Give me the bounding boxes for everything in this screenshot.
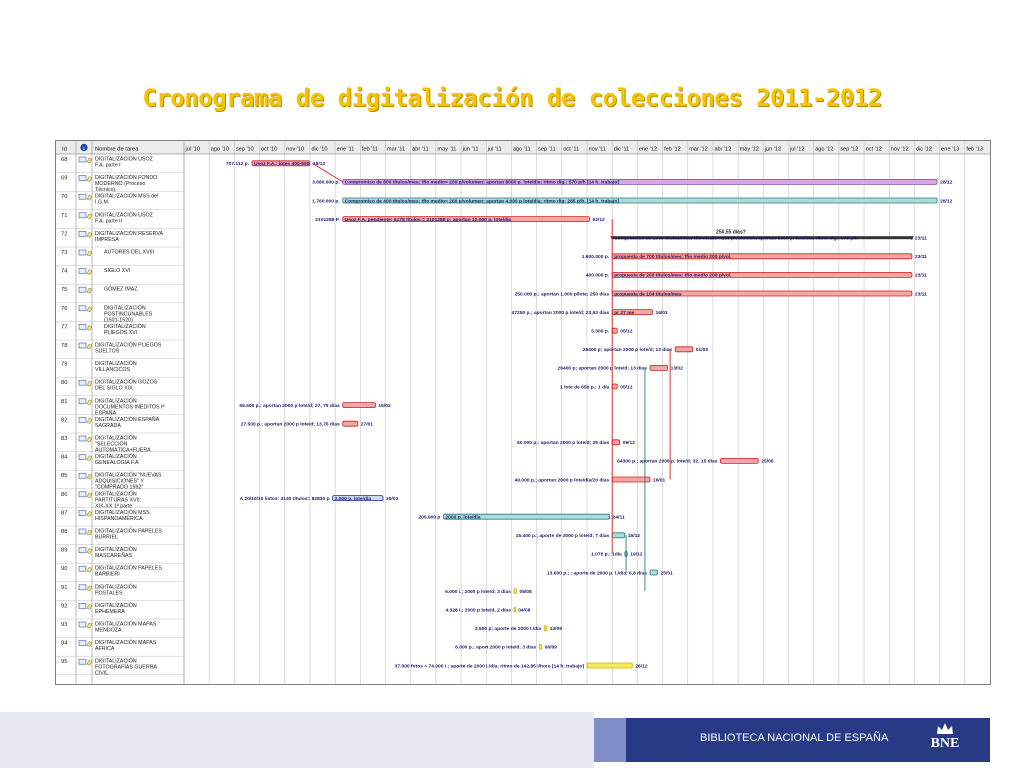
task-left-label: 250.000 p.; aportan 1.000 p/lote; 250 días <box>514 292 610 298</box>
task-left-label: 3.680.000 p. <box>312 180 340 186</box>
task-right-label: 16/12 <box>627 534 641 540</box>
pencil-icon <box>87 660 92 665</box>
pencil-icon <box>87 474 92 479</box>
header-name: Nombre de tarea <box>95 146 139 153</box>
pencil-icon <box>87 511 92 516</box>
month-label: sep '10 <box>235 146 254 153</box>
notes-icon <box>79 213 86 218</box>
task-bar <box>587 663 632 668</box>
gantt-chart <box>55 140 991 685</box>
task-id: 69 <box>61 175 68 182</box>
month-label: oct '12 <box>865 146 882 153</box>
notes-icon <box>79 176 86 181</box>
task-name: DIGITALIZACIÓN "NUEVAS <box>95 472 162 479</box>
task-bar <box>343 421 358 426</box>
task-name: EPHEMERA <box>95 608 125 615</box>
notes-icon <box>79 380 86 385</box>
month-label: abr '11 <box>412 146 429 153</box>
task-left-label: 1.760.000 p. <box>312 199 340 205</box>
task-name: MODERNO (Proceso <box>95 181 146 188</box>
task-left-label: 40.000 p.; aportan 2000 p lote/día/20 días <box>514 478 610 484</box>
task-name: ÁFRICA <box>95 646 115 653</box>
task-id: 75 <box>61 287 68 294</box>
notes-icon <box>79 641 86 646</box>
task-right-label: 30/03 <box>385 496 399 502</box>
pencil-icon <box>87 623 92 628</box>
month-label: feb '11 <box>361 146 379 153</box>
task-id: 95 <box>61 659 68 666</box>
pencil-icon <box>87 232 92 237</box>
task-name: PLIEGOS XVI <box>104 329 138 336</box>
task-left-label: 4.328 i.; 2000 p lote/d, 2 días <box>445 608 511 614</box>
task-left-label: 26400 p; aportan 2000 p lote/d; 13 días <box>582 348 673 354</box>
task-name: DIGITALIZACIÓN FONDO <box>95 175 158 182</box>
pencil-icon <box>87 270 92 275</box>
notes-icon <box>79 585 86 590</box>
task-bar <box>514 607 516 612</box>
task-name: AUTOMÁTICA+FUERA <box>95 447 151 454</box>
task-bar-label: Compromiso de 400 títulos/mes; tfio medio= 200 p/volumen; aportan 4.000 p lote/día; ritmo dig: 285 p/h. [14 h. trabajo] <box>344 199 620 205</box>
task-id: 76 <box>61 305 68 312</box>
month-label: feb '13 <box>966 146 983 153</box>
task-id: 84 <box>61 454 68 461</box>
month-label: mar '12 <box>689 146 708 153</box>
task-name: DIGITALIZACIÓN PAPELES <box>95 528 162 535</box>
task-name: DIGITALIZACIÓN <box>95 491 137 498</box>
task-bar <box>650 570 658 575</box>
task-bar <box>539 644 542 649</box>
task-name: GÓMEZ IMAZ <box>104 286 138 293</box>
task-right-label: 28/12 <box>940 199 953 205</box>
task-bar-label: 2.000 p. lote/día <box>334 496 372 502</box>
task-right-label: 04/08 <box>518 608 531 614</box>
task-name: DIGITALIZACIÓN <box>95 547 137 554</box>
task-left-label: 3.500 p; aporte de 2000 l./día <box>474 627 542 633</box>
task-id: 79 <box>61 361 68 368</box>
task-left-label: 6.000 i.; 2000 p lote/d; 3 días <box>445 589 511 595</box>
footer-accent-block <box>594 718 626 762</box>
month-label: jul '10 <box>185 146 200 153</box>
task-name: SAGRADA <box>95 422 121 429</box>
task-id: 77 <box>61 324 68 331</box>
task-id: 93 <box>61 622 68 628</box>
task-id: 86 <box>61 491 68 498</box>
summary-duration: 250,55 días? <box>716 229 746 236</box>
task-bar-label: Compromiso de 800 títulos/mes; tfio medio= 200 p/volumen; aportan 8000 p. lote/día; ritmo dig.: 570 p/h [14 h. trabajo] <box>344 180 620 186</box>
task-id: 87 <box>61 510 68 517</box>
crown-icon <box>936 722 954 736</box>
task-right-label: 27/01 <box>360 422 374 428</box>
footer <box>0 712 1024 768</box>
task-id: 88 <box>61 529 68 535</box>
task-left-label: A 20/10/10 listos: 4140 títulos= 82830 p <box>239 496 330 502</box>
pencil-icon <box>87 344 92 349</box>
task-name: DIGITALIZACIÓN <box>95 602 137 609</box>
task-id: 82 <box>61 417 68 424</box>
notes-icon <box>79 566 86 571</box>
task-bar <box>514 589 517 594</box>
month-label: sep '12 <box>840 146 859 153</box>
task-name: CIVIL <box>95 670 109 677</box>
month-label: nov '11 <box>588 146 606 153</box>
task-name: XIX-XX 1ª parte <box>95 503 133 510</box>
task-name: DIGITALIZACIÓN PLIEGOS <box>95 342 162 349</box>
pencil-icon <box>87 642 92 647</box>
pencil-icon <box>87 214 92 219</box>
task-name: DIGITALIZACIÓN RESERVA <box>95 230 163 237</box>
task-bar <box>650 365 668 370</box>
task-id: 80 <box>61 380 68 387</box>
task-id: 74 <box>61 268 68 275</box>
task-id: 85 <box>61 473 68 480</box>
task-bar <box>720 458 758 463</box>
task-name: "SELECCIÓN <box>95 441 128 448</box>
task-left-label: 6.000 p.; aport 2000 p lote/d; 3 días <box>455 645 537 651</box>
task-id: 70 <box>61 194 68 201</box>
pencil-icon <box>87 418 92 423</box>
task-id: 73 <box>61 250 68 256</box>
notes-icon <box>79 157 86 162</box>
task-right-label: 16/01 <box>652 478 666 484</box>
gantt-svg <box>56 141 990 684</box>
task-name: VILLANCICOS <box>95 367 131 374</box>
month-label: oct '11 <box>563 146 580 153</box>
month-label: ene '12 <box>638 146 658 153</box>
notes-icon <box>79 529 86 534</box>
pencil-icon <box>87 586 92 591</box>
month-label: jun '11 <box>462 146 479 153</box>
task-right-label: 05/12 <box>620 329 633 335</box>
task-left-label: 27.500 p.; aportan 2000 p lote/d; 13,75 días <box>240 422 340 428</box>
header-id: Id <box>62 146 67 153</box>
task-name: DEL SIGLO XIX <box>95 385 133 392</box>
task-right-label: 26/12 <box>635 664 648 670</box>
month-label: jun '12 <box>764 146 782 153</box>
task-right-label: 05/08 <box>519 589 532 595</box>
task-right-label: 01/03 <box>695 348 709 354</box>
task-name: AUTORES DEL XVIII <box>104 249 155 256</box>
pencil-icon <box>87 325 92 330</box>
task-name: DIGITALIZACIÓN MSS del <box>95 193 159 200</box>
task-left-label: 707.112 p. <box>225 162 250 168</box>
bne-logo-text: BNE <box>930 736 960 751</box>
task-bar-label: 2000 p. lote/día <box>445 515 481 521</box>
task-name: DIGITALIZACIÓN <box>95 398 137 405</box>
task-right-label: 23/11 <box>914 292 927 298</box>
notes-icon <box>79 399 86 404</box>
pencil-icon <box>87 288 92 293</box>
task-bar-label: Compromiso de 1000 títulos/mes; tfio medio= 200 p/volumen; aportan 8000 p. lote/día; ritmo dig.: 570 p/h <box>614 236 858 242</box>
task-right-label: 09/12 <box>622 441 635 447</box>
task-name: DIGITALIZACIÓN USOZ <box>95 212 153 219</box>
task-left-label: 5.000 p. <box>591 329 610 335</box>
task-id: 68 <box>61 157 68 163</box>
month-label: may '11 <box>437 146 457 153</box>
month-label: ene '11 <box>336 146 355 153</box>
month-label: ago '10 <box>210 146 229 153</box>
pencil-icon <box>87 400 92 405</box>
task-right-label: 25/05 <box>761 459 774 465</box>
notes-icon <box>79 417 86 422</box>
pencil-icon <box>87 567 92 572</box>
task-id: 72 <box>61 231 68 238</box>
task-name: BURRIEL <box>95 534 118 541</box>
month-label: feb '12 <box>664 146 681 153</box>
task-name: DIGITALIZACIÓN <box>104 323 146 330</box>
task-id: 92 <box>61 603 68 610</box>
task-left-label: 37.000 fotos = 74.000 i.; aporte de 2000 i./día; ritmo de 142,85 i/hora [14 h. trabajo] <box>394 664 584 670</box>
task-left-label: 55.500 p.; aportan 2000 p lote/d; 27, 75 días <box>239 403 340 409</box>
task-name: (1501-1520) <box>104 317 133 324</box>
notes-icon <box>79 287 86 292</box>
task-right-label: 28/12 <box>940 180 953 186</box>
task-bar <box>343 403 376 408</box>
task-name: DOCUMENTOS INÉDITOS Iª <box>95 404 165 411</box>
month-label: ago '11 <box>512 146 531 153</box>
notes-icon <box>79 473 86 478</box>
task-name: DIGITALIZACIÓN <box>95 454 137 461</box>
info-icon-glyph: i <box>83 146 85 152</box>
pencil-icon <box>87 381 92 386</box>
task-right-label: 25/01 <box>660 571 673 577</box>
pencil-icon <box>87 493 92 498</box>
notes-icon <box>79 659 86 664</box>
task-id: 94 <box>61 640 68 647</box>
task-name: PARTITURAS XVII; <box>95 497 142 504</box>
task-name: MENDOZA <box>95 627 122 634</box>
task-id: 90 <box>61 566 68 573</box>
task-name: FOTOGRAFÍAS GUERRA <box>95 664 158 671</box>
task-bar <box>612 384 617 389</box>
task-name: DIGITALIZACIÓN USOZ <box>95 156 153 163</box>
task-name: "COMPRADO 1992" <box>95 484 144 491</box>
notes-icon <box>79 492 86 497</box>
pencil-icon <box>87 456 92 461</box>
notes-icon <box>79 231 86 236</box>
task-name: DIGITALIZACIÓN GOZOS <box>95 379 158 386</box>
month-label: oct '10 <box>261 146 278 153</box>
task-id: 78 <box>61 343 68 349</box>
task-left-label: 50.000 p.; aportan 2000 p lote/d; 25 días <box>517 441 610 447</box>
task-bar-label: propuesta de 700 títulos/mes; tfio medio 200 p/vol. <box>614 255 732 261</box>
task-name: ADQUISICIONES" Y <box>95 478 144 485</box>
task-left-label: 64300 p.; aportan 2000 p. lote/d; 32, 15 días <box>617 459 718 465</box>
task-left-label: 47250 p.; aportan 2000 p lote/d; 23,63 días <box>511 310 610 316</box>
task-right-label: 23/11 <box>914 236 927 242</box>
task-left-label: 205.900 p <box>418 515 441 521</box>
notes-icon <box>79 510 86 515</box>
task-name: ESPAÑA <box>95 410 117 417</box>
task-name: F.A. parte I <box>95 162 121 169</box>
dependency-line <box>312 163 342 182</box>
notes-icon <box>79 194 86 199</box>
pencil-icon <box>87 437 92 442</box>
pencil-icon <box>87 251 92 256</box>
task-name: I.G.M. <box>95 199 110 206</box>
task-id: 81 <box>61 398 68 405</box>
task-bar-label: pr 27 me <box>614 310 635 316</box>
task-name: BARBIERI <box>95 571 120 578</box>
task-left-label: 15.400 p.; aporte de 2000 p lote/d; 7 días <box>515 534 610 540</box>
month-label: nov '10 <box>286 146 305 153</box>
pencil-icon <box>87 177 92 182</box>
task-bar <box>612 440 620 445</box>
task-name: F.A. parte II <box>95 218 123 225</box>
task-right-label: 13/09 <box>549 627 562 633</box>
task-right-label: 24/11 <box>612 515 625 521</box>
library-name: BIBLIOTECA NACIONAL DE ESPAÑA <box>700 732 889 744</box>
task-right-label: 15/12 <box>312 162 326 168</box>
notes-icon <box>79 548 86 553</box>
notes-icon <box>79 455 86 460</box>
pencil-icon <box>87 604 92 609</box>
notes-icon <box>79 324 86 329</box>
notes-icon <box>79 343 86 348</box>
task-name: DIGITALIZACIÓN PAPELES <box>95 565 162 572</box>
task-bar <box>612 477 650 482</box>
task-name: DIGITALIZACIÓN <box>95 361 137 368</box>
task-name: DIGITALIZACIÓN <box>104 305 146 312</box>
task-left-label: 1.070 p.; 1día <box>591 552 622 558</box>
task-right-label: 19/12 <box>630 552 643 558</box>
task-id: 83 <box>61 436 68 442</box>
task-id: 89 <box>61 547 68 554</box>
task-right-label: 23/11 <box>914 273 927 279</box>
task-bar-label: Usoz F.A. pendiente: 6178 títulos = 2101288 p; aportan 12.000 p. lote/día <box>344 217 512 223</box>
task-right-label: 13/02 <box>670 366 683 372</box>
task-name: IMPRESA <box>95 236 119 243</box>
task-right-label: 02/12 <box>592 217 605 223</box>
slide-title: Cronograma de digitalización de colecciones 2011-2012 <box>142 84 882 112</box>
task-right-label: 05/12 <box>620 385 633 391</box>
pencil-icon <box>87 195 92 200</box>
month-label: abr '12 <box>714 146 732 153</box>
task-name: DIGITALIZACIÓN MSS. <box>95 509 152 516</box>
task-bar <box>675 347 693 352</box>
task-id: 71 <box>61 212 68 219</box>
task-bar-label: Usoz F.A.: lotes 400-550 <box>254 162 310 168</box>
notes-icon <box>79 306 86 311</box>
month-label: dic '12 <box>915 146 932 153</box>
task-name: HISPANOAMÉRICA <box>95 515 143 522</box>
pencil-icon <box>87 530 92 535</box>
month-label: jul '12 <box>790 146 805 153</box>
month-label: sep '11 <box>538 146 556 153</box>
task-name: SIGLO XVI <box>104 268 131 275</box>
task-left-label: 400.000 p. <box>585 273 610 279</box>
task-bar <box>612 328 617 333</box>
pencil-icon <box>87 549 92 554</box>
notes-icon <box>79 622 86 627</box>
task-name: SUELTOS <box>95 348 120 355</box>
task-right-label: 16/01 <box>655 310 668 316</box>
notes-icon <box>79 269 86 274</box>
task-id: 91 <box>61 584 68 591</box>
task-bar-label: propuesta de 200 títulos/mes; tfio medio 200 p/vol. <box>614 273 732 279</box>
pencil-icon <box>87 158 92 163</box>
task-name: GENEALOGÍA F.A <box>95 460 139 467</box>
task-name: DIGITALIZACIÓN <box>95 584 137 591</box>
task-left-label: 1.600.000 p. <box>581 255 610 261</box>
month-label: dic '10 <box>311 146 328 153</box>
bne-logo <box>928 722 962 758</box>
task-right-label: 06/09 <box>544 645 557 651</box>
notes-icon <box>79 436 86 441</box>
task-bar-label: propuesta de 104 títulos/mes <box>614 292 682 298</box>
month-label: dic '11 <box>613 146 630 153</box>
month-label: nov '12 <box>890 146 909 153</box>
task-bar <box>544 626 547 631</box>
footer-band <box>0 712 594 768</box>
month-label: ago '12 <box>815 146 834 153</box>
pencil-icon <box>87 307 92 312</box>
notes-icon <box>79 603 86 608</box>
task-name: DIGITALIZACIÓN <box>95 658 137 665</box>
task-left-label: 1 lote de 656 p.; 1 día <box>559 385 610 391</box>
task-left-label: 2101288 P. <box>315 217 340 223</box>
task-right-label: 16/02 <box>378 403 391 409</box>
task-name: POSTINCUNABLES <box>104 311 153 318</box>
task-name: DIGITALIZACIÓN MAPAS <box>95 621 157 628</box>
task-right-label: 23/11 <box>914 255 927 261</box>
month-label: mar '11 <box>387 146 406 153</box>
task-left-label: 13.600 p.; ; aporte de 2000 p. l./día; 6,8 días <box>546 571 647 577</box>
month-label: jul '11 <box>487 146 502 153</box>
notes-icon <box>79 250 86 255</box>
task-name: DIGITALIZACIÓN ESPAÑA <box>95 416 160 423</box>
month-label: ene '13 <box>941 146 960 153</box>
task-left-label: 26400 p; aportan 2000 p lote/d; 13 días <box>557 366 647 372</box>
task-name: POSTALES <box>95 590 123 597</box>
task-name: DIGITALIZACIÓN <box>95 435 137 442</box>
task-name: Técnico) <box>95 187 116 194</box>
task-name: MASCAREÑAS <box>95 553 133 560</box>
month-label: may '12 <box>739 146 760 153</box>
task-name: DIGITALIZACIÓN MAPAS <box>95 640 157 647</box>
task-bar <box>612 533 625 538</box>
